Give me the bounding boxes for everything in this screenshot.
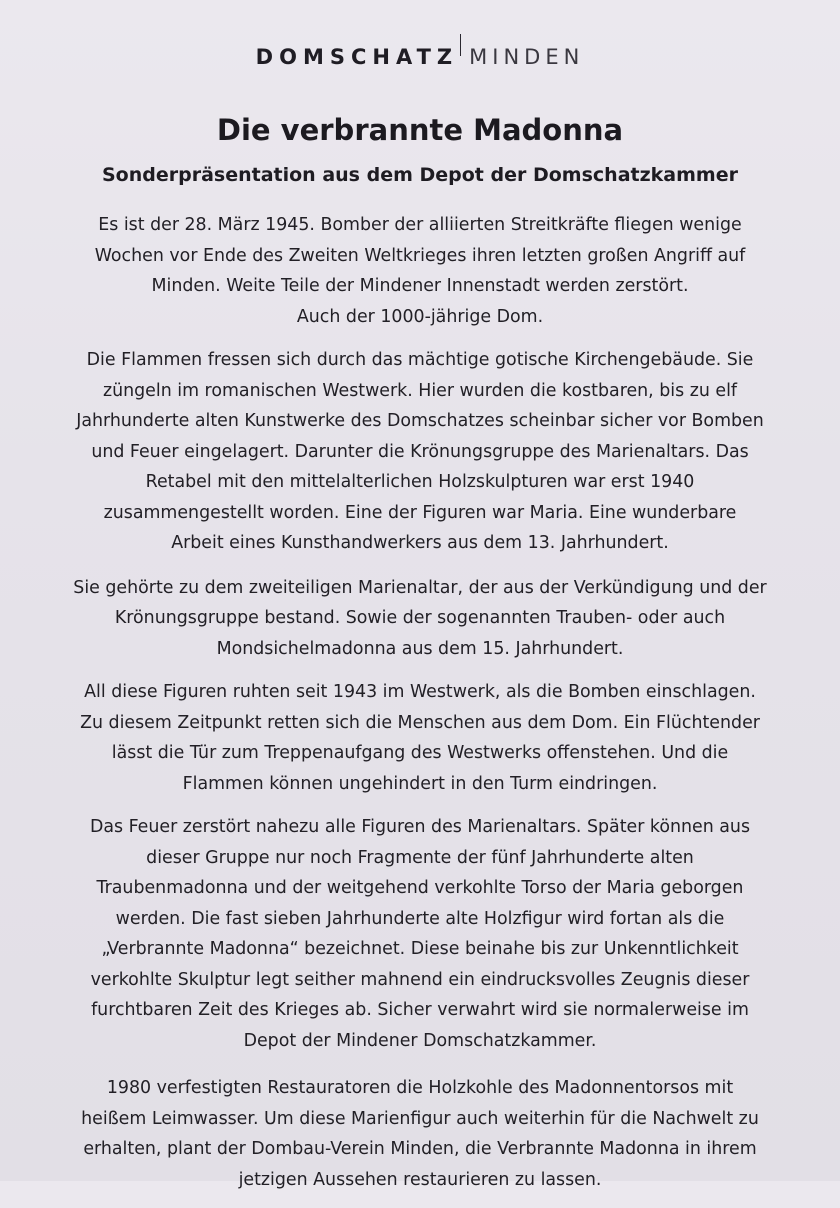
text-line: Depot der Mindener Domschatzkammer. — [243, 1030, 597, 1051]
text-line: und Feuer eingelagert. Darunter die Krönungsgruppe des Marienaltars. Das — [91, 441, 749, 462]
text-line: Zu diesem Zeitpunkt retten sich die Menschen aus dem Dom. Ein Flüchtender — [80, 712, 760, 733]
text-line: erhalten, plant der Dombau-Verein Minden, die Verbrannte Madonna in ihrem — [83, 1139, 757, 1159]
text-line: Mondsichelmadonna aus dem 15. Jahrhundert. — [216, 638, 624, 659]
text-line: werden. Die fast sieben Jahrhunderte alte Holzfigur wird fortan als die — [115, 908, 725, 929]
text-line: Jahrhunderte alten Kunstwerke des Domschatzes scheinbar sicher vor Bomben — [76, 411, 764, 431]
text-line: All diese Figuren ruhten seit 1943 im Westwerk, als die Bomben einschlagen. — [84, 682, 756, 702]
paragraph-5 — [30, 812, 810, 1056]
body-text — [30, 210, 810, 1208]
page-title: Die verbrannte Madonna — [216, 113, 624, 147]
text-line: „Verbrannte Madonna“ bezeichnet. Diese beinahe bis zur Unkenntlichkeit — [101, 939, 739, 959]
text-line: zusammengestellt worden. Eine der Figuren war Maria. Eine wunderbare — [103, 502, 737, 523]
text-line: Das Feuer zerstört nahezu alle Figuren des Marienaltars. Später können aus — [89, 817, 751, 837]
brand-domschatz: DOMSCHATZ — [255, 45, 459, 69]
text-line: lässt die Tür zum Treppenaufgang des Westwerks offenstehen. Und die — [111, 743, 729, 763]
text-line: verkohlte Skulptur legt seither mahnend ein eindrucksvolles Zeugnis dieser — [90, 969, 750, 990]
paragraph-4 — [30, 677, 810, 799]
text-line: Es ist der 28. März 1945. Bomber der alliierten Streitkräfte fliegen wenige — [98, 215, 742, 235]
paragraph-6 — [30, 1073, 810, 1195]
text-line: Wochen vor Ende des Zweiten Weltkrieges ihren letzten großen Angriff auf — [94, 245, 746, 266]
page-subtitle: Sonderpräsentation aus dem Depot der Domschatzkammer — [102, 164, 738, 186]
text-line: züngeln im romanischen Westwerk. Hier wurden die kostbaren, bis zu elf — [102, 380, 738, 401]
brand-minden: MINDEN — [469, 45, 585, 69]
brand-separator — [460, 34, 461, 56]
brand-logo — [0, 34, 840, 69]
text-line: heißem Leimwasser. Um diese Marienfigur auch weiterhin für die Nachwelt zu — [81, 1108, 759, 1129]
text-line: Krönungsgruppe bestand. Sowie der sogenannten Trauben- oder auch — [114, 608, 726, 628]
text-line: Sie gehörte zu dem zweiteiligen Marienaltar, der aus der Verkündigung und der — [73, 577, 767, 598]
text-line: Retabel mit den mittelalterlichen Holzskulpturen war erst 1940 — [145, 472, 695, 492]
paragraph-1 — [30, 210, 810, 332]
text-line: 1980 verfestigten Restauratoren die Holzkohle des Madonnentorsos mit — [106, 1078, 734, 1098]
text-line: Minden. Weite Teile der Mindener Innenstadt werden zerstört. — [151, 276, 689, 296]
text-line: furchtbaren Zeit des Krieges ab. Sicher verwahrt wird sie normalerweise im — [91, 1000, 749, 1020]
text-line: dieser Gruppe nur noch Fragmente der fünf Jahrhunderte alten — [146, 847, 694, 868]
text-line: Flammen können ungehindert in den Turm eindringen. — [182, 773, 658, 794]
text-line: Arbeit eines Kunsthandwerkers aus dem 13. Jahrhundert. — [171, 533, 669, 553]
text-line: Auch der 1000-jährige Dom. — [296, 306, 544, 327]
text-line: jetzigen Aussehen restaurieren zu lassen. — [238, 1169, 602, 1190]
text-line: Die Flammen fressen sich durch das mächtige gotische Kirchengebäude. Sie — [86, 350, 754, 370]
text-line: Traubenmadonna und der weitgehend verkohlte Torso der Maria geborgen — [96, 878, 744, 898]
paragraph-3 — [30, 573, 810, 665]
paragraph-2 — [30, 345, 810, 559]
